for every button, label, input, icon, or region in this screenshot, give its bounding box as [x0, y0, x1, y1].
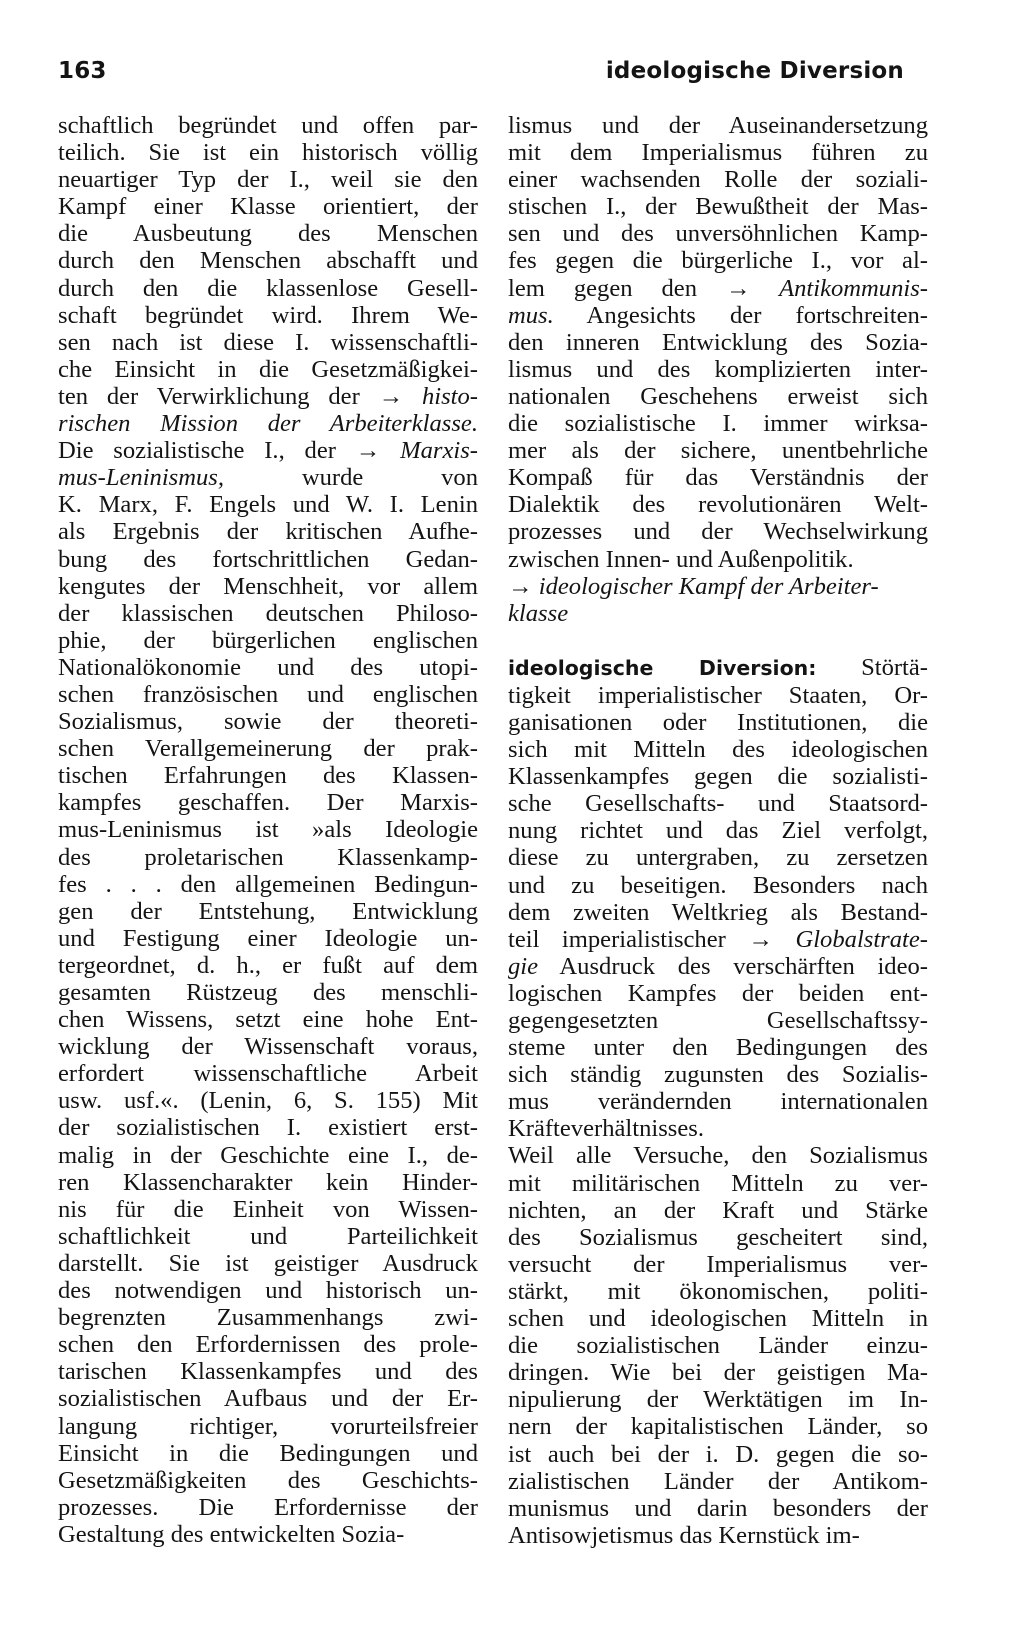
text-line	[58, 247, 478, 274]
text-line	[508, 410, 928, 437]
text-line	[508, 1413, 928, 1440]
text-segment: sche Gesellschafts- und Staatsord-	[508, 790, 928, 818]
text-line	[508, 790, 928, 817]
text-line	[58, 220, 478, 247]
text-line	[508, 247, 928, 274]
text-line	[58, 844, 478, 871]
left-column	[58, 112, 478, 1548]
text-line	[508, 275, 928, 302]
text-segment: diese zu untergraben, zu zersetzen	[508, 844, 928, 872]
text-segment: die sozialistische I. immer wirksa-	[508, 410, 928, 438]
text-line	[58, 681, 478, 708]
cross-reference: mus.	[508, 301, 554, 329]
text-line	[58, 979, 478, 1006]
text-line	[58, 1196, 478, 1223]
text-segment: Einsicht in die Bedingungen und	[58, 1439, 478, 1467]
text-line	[58, 1494, 478, 1521]
text-line	[508, 112, 928, 139]
text-line	[58, 1114, 478, 1141]
text-segment: schaftlichkeit und Parteilichkeit	[58, 1222, 478, 1250]
text-line	[58, 139, 478, 166]
text-line	[508, 546, 928, 573]
text-line	[58, 1142, 478, 1169]
cross-reference: gie	[508, 952, 539, 980]
text-line	[508, 1468, 928, 1495]
text-line	[58, 1358, 478, 1385]
text-segment: sen und des unversöhnlichen Kamp-	[508, 220, 928, 248]
text-segment: die sozialistischen Länder einzu-	[508, 1332, 928, 1360]
text-line	[58, 1033, 478, 1060]
text-line	[508, 383, 928, 410]
text-line	[508, 1224, 928, 1251]
text-segment: tergeordnet, d. h., er fußt auf dem	[58, 951, 478, 979]
text-segment: des notwendigen und historisch un-	[58, 1277, 478, 1305]
text-segment: der klassischen deutschen Philoso-	[58, 599, 478, 627]
text-line	[58, 518, 478, 545]
text-segment: lismus und des komplizierten inter-	[508, 355, 928, 383]
text-segment: ren Klassencharakter kein Hinder-	[58, 1168, 478, 1196]
text-segment: ist auch bei der i. D. gegen die so-	[508, 1440, 928, 1468]
text-line	[508, 1305, 928, 1332]
text-line	[58, 952, 478, 979]
text-segment: wurde von	[224, 464, 478, 492]
text-line	[508, 926, 928, 953]
text-line	[508, 573, 928, 600]
text-segment: lismus und der Auseinandersetzung	[508, 112, 928, 139]
right-column	[508, 112, 928, 1549]
text-segment: nis für die Einheit von Wissen-	[58, 1195, 478, 1223]
text-segment: sich ständig zugunsten des Sozialis-	[508, 1061, 928, 1089]
text-segment: K. Marx, F. Engels und W. I. Lenin	[58, 491, 478, 519]
text-segment: durch den die klassenlose Gesell-	[58, 274, 478, 302]
text-segment: schaftlich begründet und offen par-	[58, 112, 478, 139]
running-title: ideologische Diversion	[605, 58, 904, 84]
text-line	[58, 410, 478, 437]
text-segment: schen Verallgemeinerung der prak-	[58, 735, 478, 763]
text-segment: mit militärischen Mitteln zu ver-	[508, 1169, 928, 1197]
text-segment: prozesses. Die Erfordernisse der	[58, 1493, 478, 1521]
text-line	[58, 275, 478, 302]
text-segment: Gesetzmäßigkeiten des Geschichts-	[58, 1466, 478, 1494]
text-line	[508, 953, 928, 980]
text-line	[508, 220, 928, 247]
text-segment: steme unter den Bedingungen des	[508, 1034, 928, 1062]
text-line	[58, 871, 478, 898]
text-segment: kampfes geschaffen. Der Marxis-	[58, 789, 478, 817]
text-line	[508, 872, 928, 899]
text-line	[58, 302, 478, 329]
text-line	[508, 980, 928, 1007]
text-segment: zwischen Innen- und Außenpolitik.	[508, 545, 854, 573]
text-segment: schen den Erfordernissen des prole-	[58, 1331, 478, 1359]
cross-reference: mus-Leninismus,	[58, 464, 225, 492]
text-segment: dem zweiten Weltkrieg als Bestand-	[508, 898, 928, 926]
text-segment: Gestaltung des entwickelten Sozia-	[58, 1520, 405, 1548]
text-line	[58, 1440, 478, 1467]
text-segment: neuartiger Typ der I., weil sie den	[58, 166, 478, 194]
text-segment: tarischen Klassenkampfes und des	[58, 1358, 478, 1386]
text-segment: bung des fortschrittlichen Gedan-	[58, 545, 478, 573]
text-line	[58, 491, 478, 518]
text-segment: des proletarischen Klassenkamp-	[58, 843, 478, 871]
text-segment: nern der kapitalistischen Länder, so	[508, 1413, 928, 1441]
text-line	[508, 600, 928, 627]
text-segment: des Sozialismus gescheitert sind,	[508, 1223, 928, 1251]
text-segment: Kampf einer Klasse orientiert, der	[58, 193, 478, 221]
text-line	[508, 1495, 928, 1522]
text-line	[508, 1088, 928, 1115]
text-segment: schaft begründet wird. Ihrem We-	[58, 301, 478, 329]
text-line	[58, 1385, 478, 1412]
text-segment: logischen Kampfes der beiden ent-	[508, 979, 928, 1007]
text-line	[508, 682, 928, 709]
text-line	[508, 1115, 928, 1142]
text-segment: mer als der sichere, unentbehrliche	[508, 437, 928, 465]
text-segment: nipulierung der Werktätigen im In-	[508, 1386, 928, 1414]
text-segment: mus verändernden internationalen	[508, 1088, 928, 1116]
text-line	[508, 1386, 928, 1413]
cross-reference: → ideologischer Kampf der Arbeiter-	[508, 572, 879, 600]
text-line	[508, 844, 928, 871]
text-line	[508, 518, 928, 545]
text-line	[58, 464, 478, 491]
text-segment: langung richtiger, vorurteilsfreier	[58, 1412, 478, 1440]
text-line	[508, 437, 928, 464]
text-line	[58, 1277, 478, 1304]
text-segment: che Einsicht in die Gesetzmäßigkei-	[58, 355, 478, 383]
text-segment: phie, der bürgerlichen englischen	[58, 626, 478, 654]
text-segment: darstellt. Sie ist geistiger Ausdruck	[58, 1249, 478, 1277]
text-line	[58, 1223, 478, 1250]
page-number: 163	[58, 58, 107, 84]
text-segment: Angesichts der fortschreiten-	[553, 301, 928, 329]
text-segment: ganisationen oder Institutionen, die	[508, 708, 928, 736]
text-line	[508, 1359, 928, 1386]
text-segment: sen nach ist diese I. wissenschaftli-	[58, 328, 478, 356]
text-line	[58, 573, 478, 600]
text-segment: nung richtet und das Ziel verfolgt,	[508, 817, 928, 845]
text-segment: sich mit Mitteln des ideologischen	[508, 736, 928, 764]
text-line	[58, 356, 478, 383]
text-segment: fes gegen die bürgerliche I., vor al-	[508, 247, 928, 275]
text-segment: Kompaß für das Verständnis der	[508, 464, 928, 492]
text-segment: durch den Menschen abschafft und	[58, 247, 478, 275]
text-line	[508, 1441, 928, 1468]
text-line	[508, 763, 928, 790]
text-segment: und Festigung einer Ideologie un-	[58, 924, 478, 952]
text-segment: Ausdruck des verschärften ideo-	[538, 952, 928, 980]
text-line	[508, 1007, 928, 1034]
text-segment: Sozialismus, sowie der theoreti-	[58, 708, 478, 736]
cross-reference: → Globalstrate-	[748, 925, 928, 953]
text-segment: teilich. Sie ist ein historisch völlig	[58, 139, 478, 167]
text-line	[58, 708, 478, 735]
text-segment: nationalen Geschehens erweist sich	[508, 382, 928, 410]
text-line	[58, 383, 478, 410]
text-line	[58, 816, 478, 843]
text-line	[58, 193, 478, 220]
entry-headword: ideologische Diversion:	[508, 655, 817, 680]
text-segment: chen Wissens, setzt eine hohe Ent-	[58, 1006, 478, 1034]
text-line	[58, 1467, 478, 1494]
text-line	[508, 709, 928, 736]
text-line	[58, 654, 478, 681]
text-line	[508, 1278, 928, 1305]
text-segment: malig in der Geschichte eine I., de-	[58, 1141, 478, 1169]
text-line	[58, 1087, 478, 1114]
text-line	[58, 112, 478, 139]
text-segment: gen der Entstehung, Entwicklung	[58, 897, 478, 925]
text-segment: der sozialistischen I. existiert erst-	[58, 1114, 478, 1142]
text-line	[508, 139, 928, 166]
text-line	[58, 1006, 478, 1033]
text-line	[58, 329, 478, 356]
text-segment: tischen Erfahrungen des Klassen-	[58, 762, 478, 790]
text-segment: prozesses und der Wechselwirkung	[508, 518, 928, 546]
text-segment: einer wachsenden Rolle der soziali-	[508, 166, 928, 194]
text-line	[508, 736, 928, 763]
text-segment: kengutes der Menschheit, vor allem	[58, 572, 478, 600]
text-segment: erfordert wissenschaftliche Arbeit	[58, 1060, 478, 1088]
text-segment: nichten, an der Kraft und Stärke	[508, 1196, 928, 1224]
text-line	[508, 1522, 928, 1549]
text-line	[58, 1413, 478, 1440]
text-segment: gegengesetzten Gesellschaftssy-	[508, 1007, 928, 1034]
text-segment: tigkeit imperialistischer Staaten, Or-	[508, 681, 928, 709]
text-segment: Weil alle Versuche, den Sozialismus	[508, 1142, 928, 1170]
text-segment: teil imperialistischer	[508, 925, 749, 953]
text-line	[58, 898, 478, 925]
text-line	[58, 1521, 478, 1548]
text-segment: ten der Verwirklichung der	[58, 382, 379, 410]
cross-reference: → Antikommunis-	[725, 274, 928, 302]
text-line	[508, 1061, 928, 1088]
text-line	[508, 1142, 928, 1169]
dictionary-entry	[508, 654, 928, 1549]
text-segment: Antisowjetismus das Kernstück im-	[508, 1521, 860, 1549]
text-segment: stischen I., der Bewußtheit der Mas-	[508, 193, 928, 221]
text-line	[58, 546, 478, 573]
text-line	[58, 1169, 478, 1196]
text-segment: Dialektik des revolutionären Welt-	[508, 491, 928, 519]
cross-reference: → Marxis-	[355, 437, 478, 465]
text-line	[508, 302, 928, 329]
text-segment: schen französischen und englischen	[58, 680, 478, 708]
text-line	[508, 1170, 928, 1197]
text-line	[508, 329, 928, 356]
text-segment: Störtä-	[816, 653, 928, 681]
text-line	[58, 1331, 478, 1358]
text-segment: usw. usf.«. (Lenin, 6, S. 155) Mit	[58, 1087, 478, 1115]
text-segment: gesamten Rüstzeug des menschli-	[58, 979, 478, 1006]
text-line	[508, 491, 928, 518]
text-segment: Die sozialistische I., der	[58, 437, 356, 465]
text-segment: schen und ideologischen Mitteln in	[508, 1305, 928, 1333]
text-segment: und zu beseitigen. Besonders nach	[508, 871, 928, 899]
text-segment: Kräfteverhältnisses.	[508, 1115, 704, 1143]
text-line	[58, 762, 478, 789]
text-segment: fes . . . den allgemeinen Bedingun-	[58, 870, 478, 898]
cross-reference: rischen Mission der Arbeiterklasse.	[58, 410, 478, 438]
text-segment: versucht der Imperialismus ver-	[508, 1250, 928, 1278]
text-line	[58, 735, 478, 762]
text-segment: mit dem Imperialismus führen zu	[508, 139, 928, 167]
text-line	[58, 789, 478, 816]
text-line	[58, 600, 478, 627]
text-segment: den inneren Entwicklung des Sozia-	[508, 328, 928, 356]
text-line	[58, 627, 478, 654]
text-segment: munismus und darin besonders der	[508, 1494, 928, 1522]
text-line	[58, 1250, 478, 1277]
text-segment: dringen. Wie bei der geistigen Ma-	[508, 1359, 928, 1387]
text-line	[58, 437, 478, 464]
text-line	[508, 193, 928, 220]
text-line	[58, 1304, 478, 1331]
entry-continuation	[508, 112, 928, 627]
text-segment: Nationalökonomie und des utopi-	[58, 653, 478, 681]
text-segment: zialistischen Länder der Antikom-	[508, 1467, 928, 1495]
text-segment: als Ergebnis der kritischen Aufhe-	[58, 518, 478, 546]
text-segment: stärkt, mit ökonomischen, politi-	[508, 1277, 928, 1305]
text-line	[58, 166, 478, 193]
entry-gap	[508, 627, 928, 654]
cross-reference: klasse	[508, 599, 569, 627]
text-line	[508, 654, 928, 682]
text-line	[508, 166, 928, 193]
text-line	[58, 1060, 478, 1087]
text-segment: sozialistischen Aufbaus und der Er-	[58, 1385, 478, 1413]
text-segment: begrenzten Zusammenhangs zwi-	[58, 1304, 478, 1332]
text-line	[508, 356, 928, 383]
cross-reference: → histo-	[378, 382, 478, 410]
text-line	[508, 899, 928, 926]
text-segment: wicklung der Wissenschaft voraus,	[58, 1033, 478, 1061]
text-segment: lem gegen den	[508, 274, 726, 302]
text-line	[508, 1251, 928, 1278]
text-segment: die Ausbeutung des Menschen	[58, 220, 478, 248]
text-segment: mus-Leninismus ist »als Ideologie	[58, 816, 478, 844]
text-line	[58, 925, 478, 952]
text-segment: Klassenkampfes gegen die sozialisti-	[508, 763, 928, 791]
text-line	[508, 1034, 928, 1061]
text-line	[508, 464, 928, 491]
text-line	[508, 1197, 928, 1224]
text-line	[508, 1332, 928, 1359]
text-line	[508, 817, 928, 844]
